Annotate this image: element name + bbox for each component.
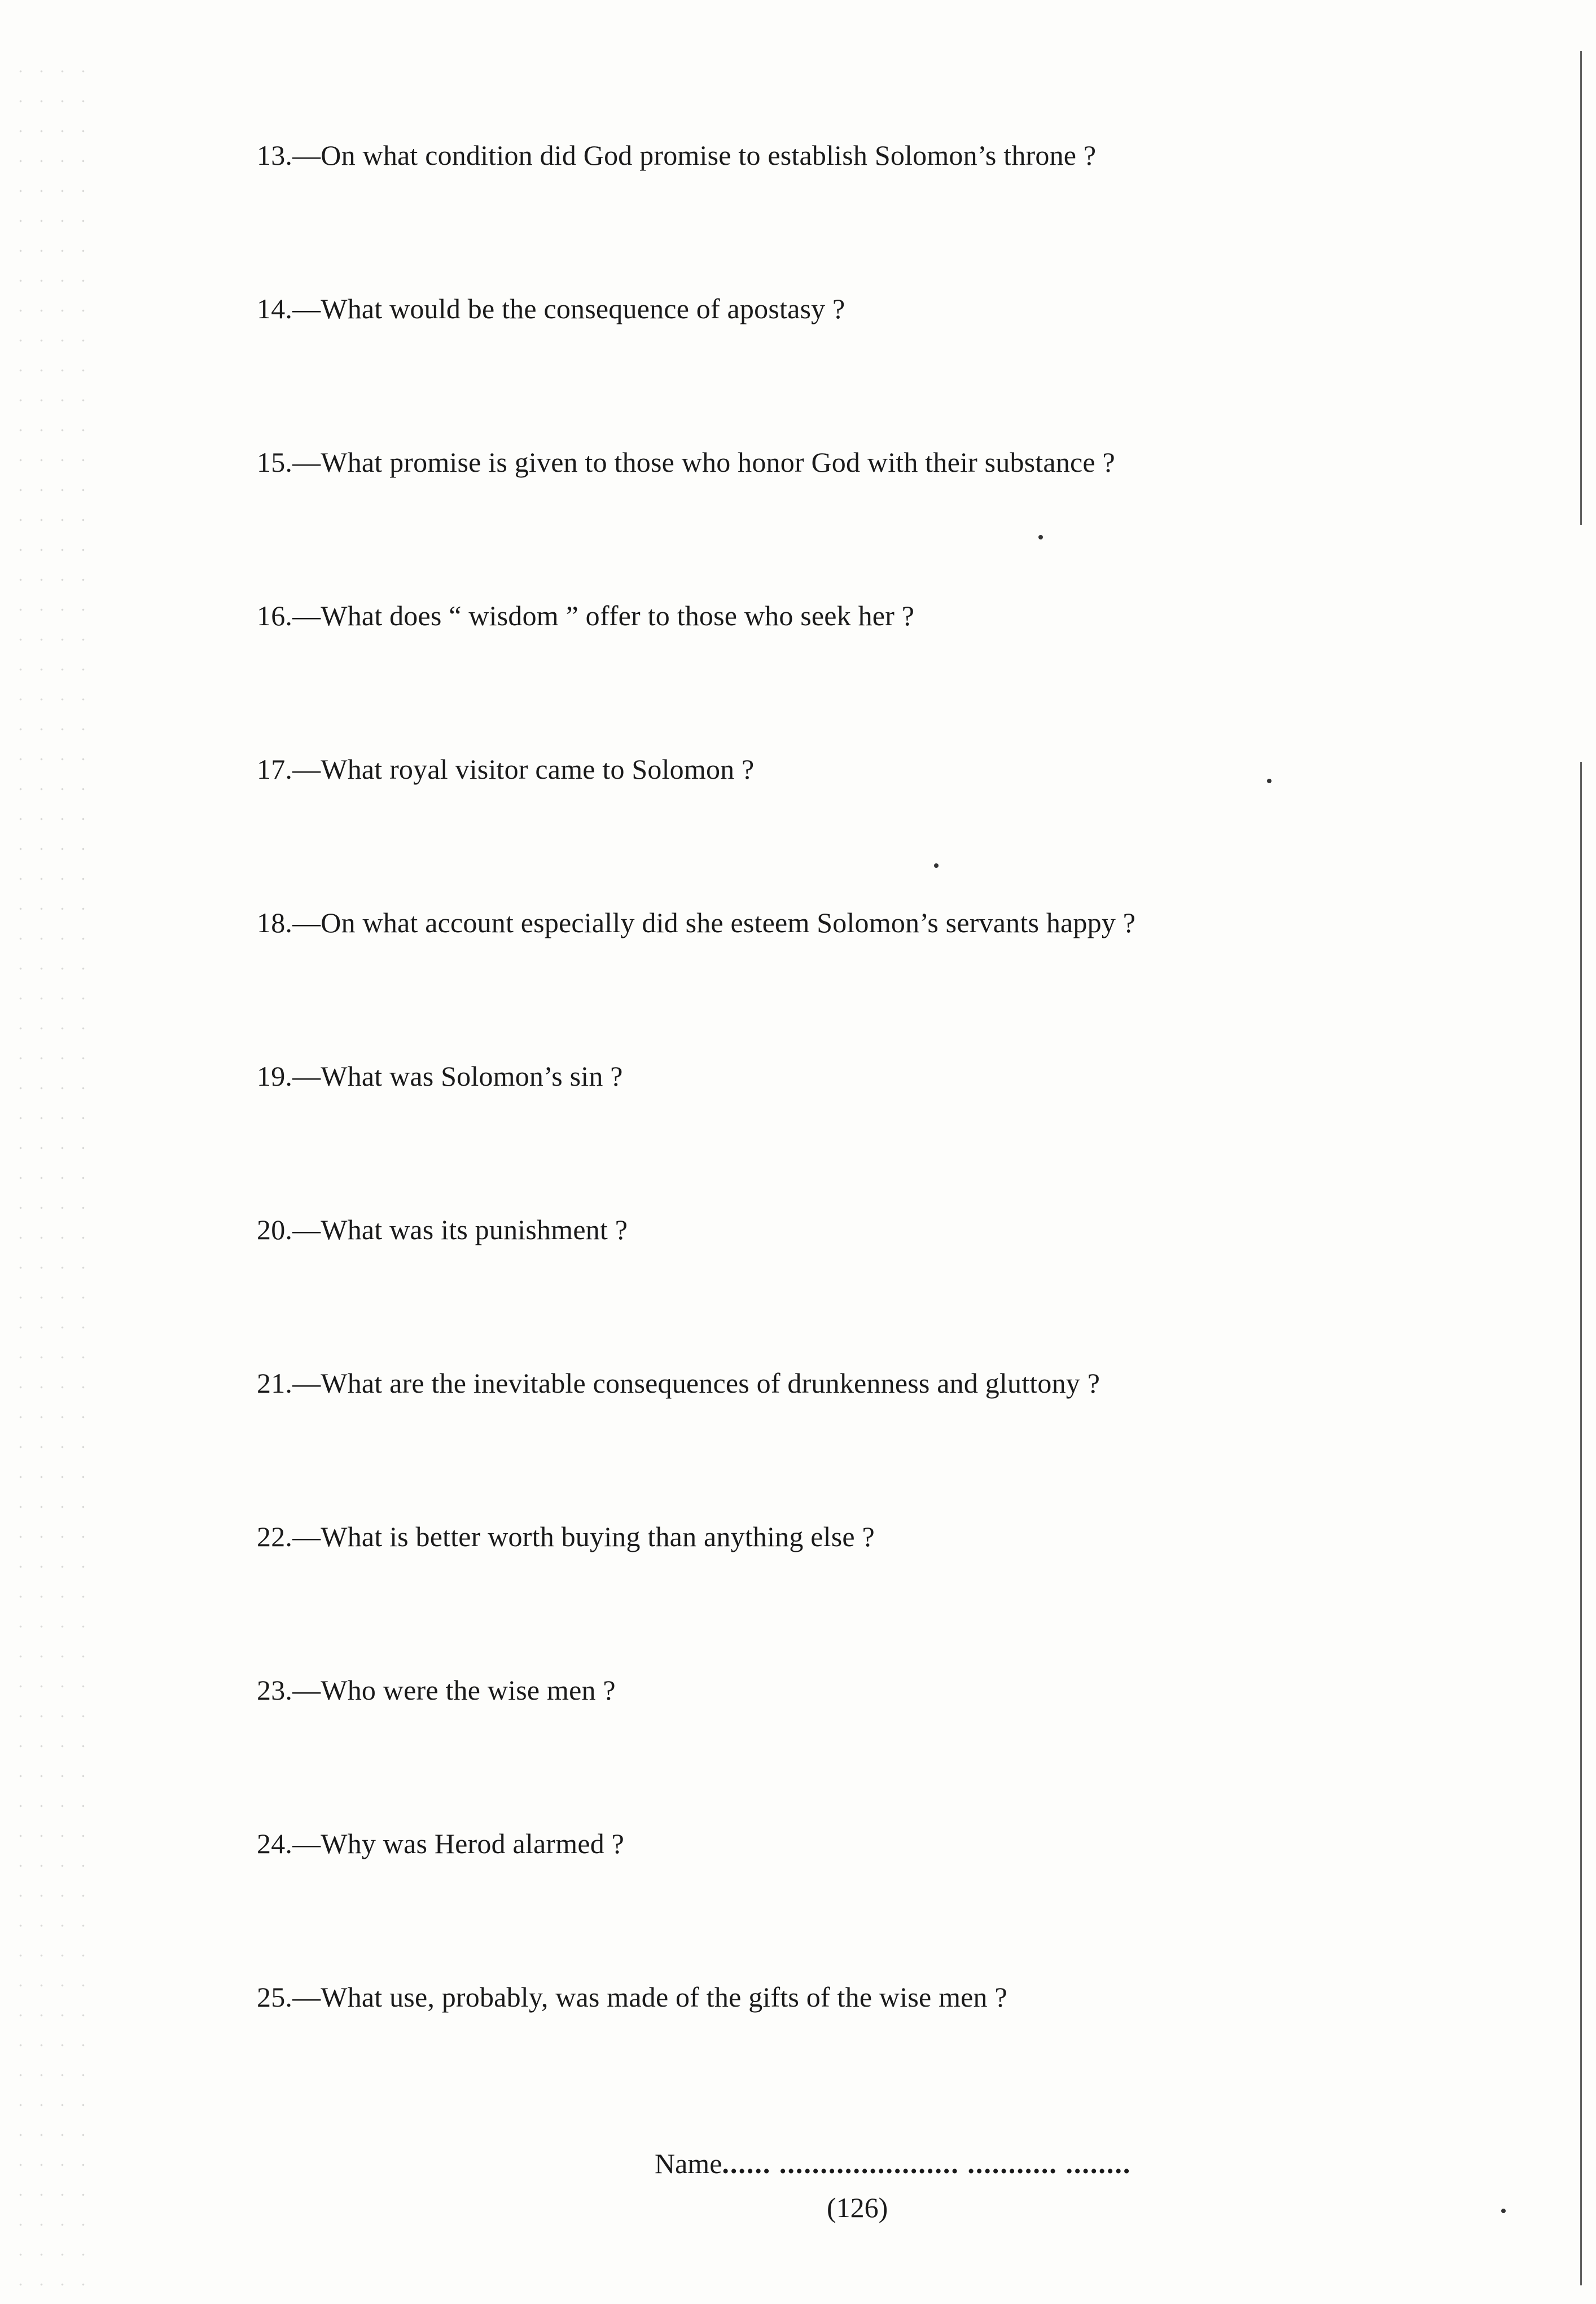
question-number: 16. — [257, 600, 293, 631]
question-text: —What royal visitor came to Solomon ? — [292, 753, 755, 785]
name-label: Name — [655, 2148, 722, 2179]
question-text: —What use, probably, was made of the gifts of the wise men ? — [292, 1981, 1007, 2013]
question-item — [257, 1059, 1527, 1213]
question-item — [257, 752, 1527, 906]
question-item — [257, 138, 1527, 292]
question-text: —What is better worth buying than anything else ? — [292, 1521, 875, 1552]
question-text: —Who were the wise men ? — [292, 1674, 616, 1706]
question-text: —What promise is given to those who honor God with their substance ? — [292, 446, 1115, 478]
question-number: 15. — [257, 446, 293, 478]
question-number: 25. — [257, 1981, 293, 2013]
question-number: 13. — [257, 139, 293, 171]
question-text: —What does “ wisdom ” offer to those who seek her ? — [292, 600, 915, 631]
question-list — [257, 138, 1527, 2134]
question-item — [257, 1673, 1527, 1827]
question-item — [257, 1520, 1527, 1673]
name-line — [655, 2147, 1131, 2180]
question-number: 22. — [257, 1521, 293, 1552]
question-text: —What are the inevitable consequences of drunkenness and gluttony ? — [292, 1367, 1100, 1399]
question-text: —On what condition did God promise to establish Solomon’s throne ? — [292, 139, 1097, 171]
question-item — [257, 1980, 1527, 2134]
question-number: 24. — [257, 1828, 293, 1859]
question-item — [257, 1827, 1527, 1980]
scan-speck — [1501, 2209, 1506, 2213]
question-text: —What would be the consequence of apostasy ? — [292, 293, 845, 324]
question-item — [257, 292, 1527, 445]
question-number: 14. — [257, 293, 293, 324]
page-number: (126) — [827, 2192, 888, 2223]
question-text: —What was its punishment ? — [292, 1214, 628, 1245]
question-number: 23. — [257, 1674, 293, 1706]
question-text: —What was Solomon’s sin ? — [292, 1060, 623, 1092]
scan-edge-right — [1580, 51, 1585, 2285]
question-item — [257, 906, 1527, 1059]
scan-edge-gap — [1580, 525, 1585, 762]
question-number: 20. — [257, 1214, 293, 1245]
question-item — [257, 1366, 1527, 1520]
question-item — [257, 1213, 1527, 1366]
question-number: 21. — [257, 1367, 293, 1399]
name-blank-dots: ...... ...................... ........... ........ — [722, 2148, 1132, 2179]
question-number: 18. — [257, 907, 293, 938]
scan-edge-left — [10, 56, 100, 2291]
question-item — [257, 599, 1527, 752]
question-item — [257, 445, 1527, 599]
question-text: —Why was Herod alarmed ? — [292, 1828, 625, 1859]
question-number: 17. — [257, 753, 293, 785]
question-text: —On what account especially did she esteem Solomon’s servants happy ? — [292, 907, 1136, 938]
question-number: 19. — [257, 1060, 293, 1092]
